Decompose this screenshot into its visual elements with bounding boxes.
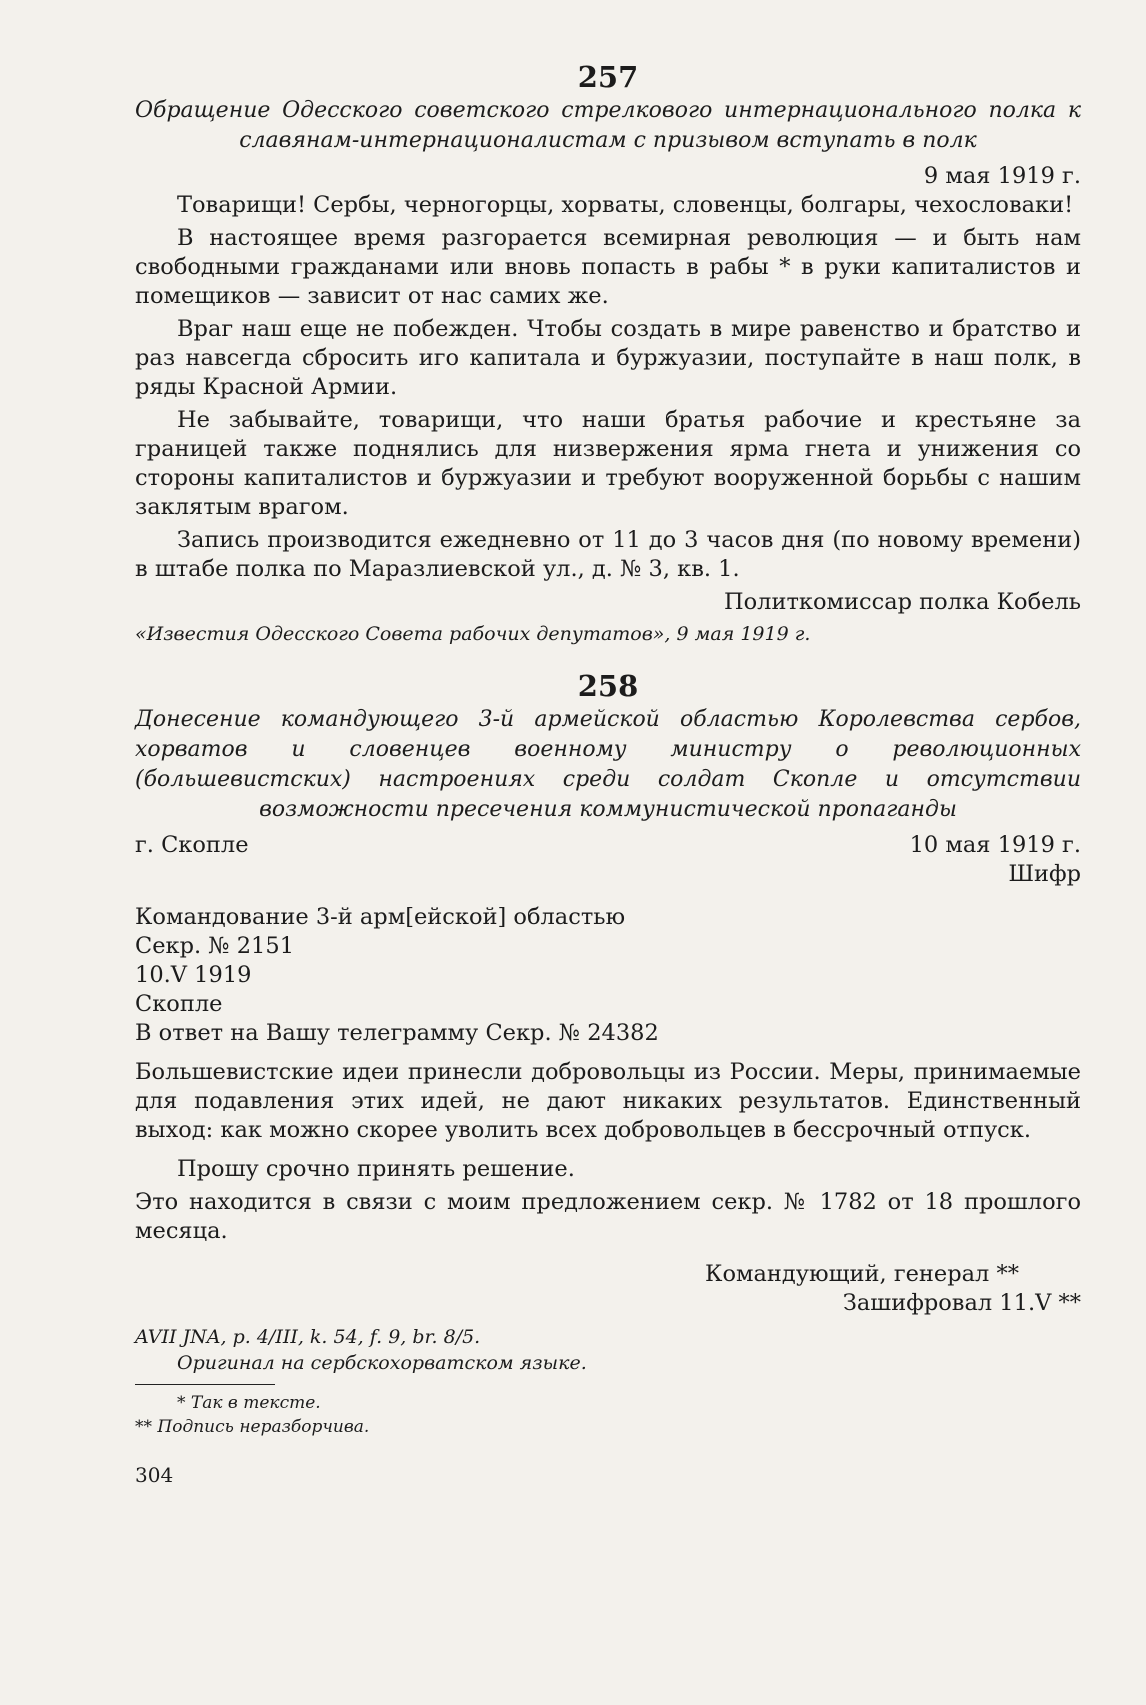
paragraph: Прошу срочно принять решение. <box>177 1156 575 1182</box>
signature: Зашифровал 11.V ** <box>842 1290 1081 1316</box>
paragraph: Запись производится ежедневно от 11 до 3 часов дня (по новому времени) в штабе полка по Маразлиевской ул., д. № 3, кв. 1. <box>135 527 1081 582</box>
footnote: * Так в тексте. <box>177 1393 321 1413</box>
footnote: ** Подпись неразборчива. <box>135 1417 370 1437</box>
document-page <box>135 60 1081 1490</box>
signature: Командующий, генерал ** <box>705 1261 1019 1287</box>
footnote-divider <box>135 1384 275 1385</box>
paragraph: Товарищи! Сербы, черногорцы, хорваты, словенцы, болгары, чехословаки! <box>177 192 1074 218</box>
document-date: 10 мая 1919 г. <box>909 832 1081 858</box>
paragraph: Это находится в связи с моим предложением секр. № 1782 от 18 прошлого месяца. <box>135 1189 1081 1244</box>
document-number: 258 <box>577 669 639 703</box>
document-place: г. Скопле <box>135 832 249 858</box>
paragraph: В ответ на Вашу телеграмму Секр. № 24382 <box>135 1020 659 1046</box>
header-line: Командование 3-й арм[ейской] областью <box>135 904 626 930</box>
document-258 <box>135 669 1081 1376</box>
paragraph: Большевистские идеи принесли добровольцы из России. Меры, принимаемые для подавления этих идей, не дают никаких результатов. Единственный выход: как можно скорее уволить всех добровольцев в бессрочный отпуск. <box>135 1059 1081 1143</box>
document-title: Обращение Одесского советского стрелкового интернационального полка к славянам-интернационалистам с призывом вступать в полк <box>135 98 1081 153</box>
document-title: Донесение командующего 3-й армейской областью Королевства сербов, хорватов и словенцев военному министру о революционных (большевистских) настроениях среди солдат Скопле и отсутствии возможности пресечения коммунистической пропаганды <box>135 707 1081 822</box>
signature: Политкомиссар полка Кобель <box>723 589 1081 615</box>
header-line: Секр. № 2151 <box>135 933 295 959</box>
page-number: 304 <box>135 1463 174 1487</box>
paragraph: В настоящее время разгорается всемирная революция — и быть нам свободными гражданами или вновь попасть в рабы * в руки капиталистов и помещиков — зависит от нас самих же. <box>135 225 1081 309</box>
cipher-label: Шифр <box>1008 861 1081 887</box>
source-note: Оригинал на сербскохорватском языке. <box>177 1352 587 1374</box>
place-date-row <box>135 831 1081 860</box>
document-date: 9 мая 1919 г. <box>923 163 1081 189</box>
paragraph: Враг наш еще не побежден. Чтобы создать в мире равенство и братство и раз навсегда сбросить иго капитала и буржуазии, поступайте в наш полк, в ряды Красной Армии. <box>135 316 1081 400</box>
header-line: Скопле <box>135 991 223 1017</box>
source-citation: «Известия Одесского Совета рабочих депутатов», 9 мая 1919 г. <box>135 623 811 645</box>
source-citation: AVII JNA, p. 4/III, k. 54, f. 9, br. 8/5. <box>135 1326 481 1348</box>
header-line: 10.V 1919 <box>135 962 252 988</box>
paragraph: Не забывайте, товарищи, что наши братья рабочие и крестьяне за границей также поднялись для низвержения ярма гнета и унижения со стороны капиталистов и буржуазии и требуют вооруженной борьбы с нашим заклятым врагом. <box>135 407 1081 520</box>
document-257 <box>135 60 1081 647</box>
document-number: 257 <box>577 60 639 94</box>
